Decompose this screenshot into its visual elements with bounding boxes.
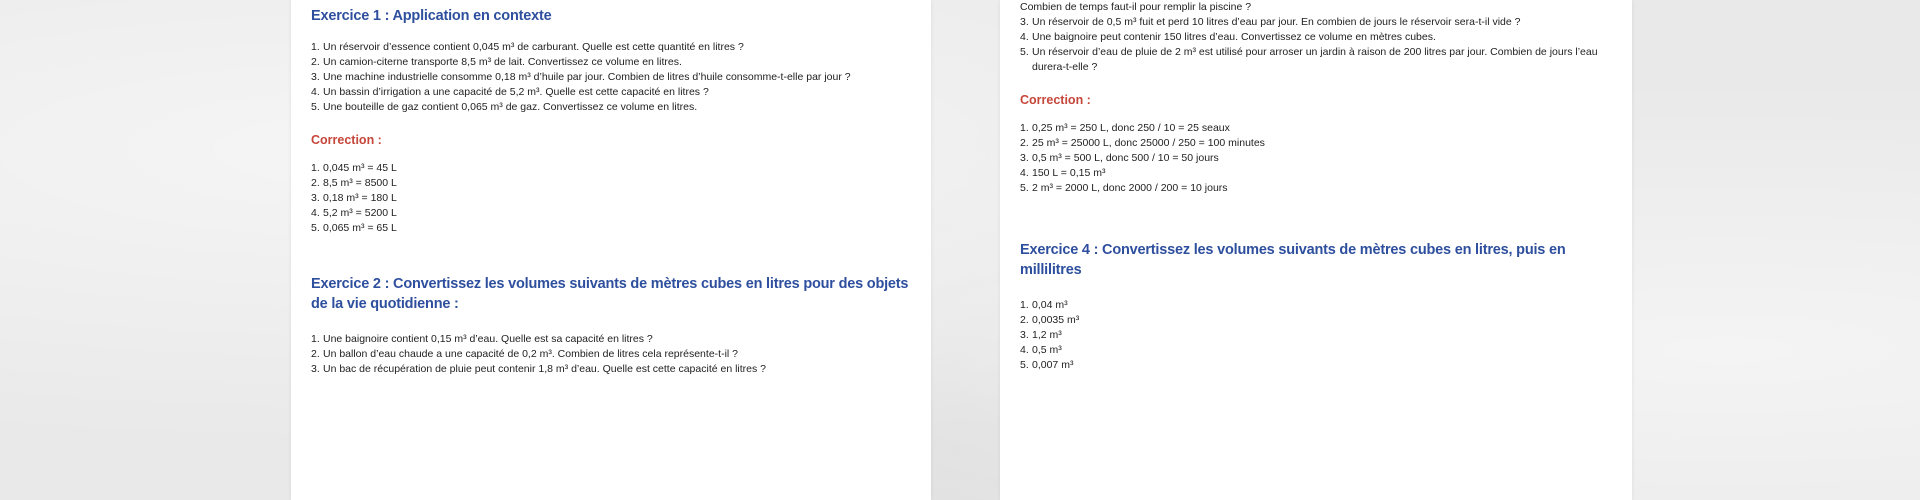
exercise-2-title: Exercice 2 : Convertissez les volumes suivants de mètres cubes en litres pour des objets de la vie quotidienne :	[311, 276, 909, 312]
exercise-3-answers	[1020, 121, 1612, 196]
exercise-2-questions	[311, 332, 911, 377]
exercise-3-question-4: 4. Une baignoire peut contenir 150 litres d’eau. Convertissez ce volume en mètres cubes.	[1020, 31, 1436, 43]
exercise-4-title: Exercice 4 : Convertissez les volumes suivants de mètres cubes en litres, puis en millilitres	[1020, 242, 1566, 278]
exercise-1-answer-4: 4. 5,2 m³ = 5200 L	[311, 207, 397, 219]
exercise-3-correction-title: Correction :	[1020, 93, 1091, 107]
exercise-4-item-5: 5. 0,007 m³	[1020, 359, 1074, 371]
exercise-1-question-5: 5. Une bouteille de gaz contient 0,065 m³ de gaz. Convertissez ce volume en litres.	[311, 101, 698, 113]
exercise-3-questions	[1020, 0, 1612, 75]
document-page-right	[1000, 0, 1632, 500]
exercise-3-answer-1: 1. 0,25 m³ = 250 L, donc 250 / 10 = 25 seaux	[1020, 122, 1230, 134]
exercise-4-item-4: 4. 0,5 m³	[1020, 344, 1062, 356]
exercise-3-question-5: 5. Un réservoir d’eau de pluie de 2 m³ est utilisé pour arroser un jardin à raison de 200 litres par jour. Combien de jours l’eau durera-t-elle ?	[1020, 46, 1598, 73]
exercise-4-items	[1020, 298, 1612, 373]
exercise-2-question-1: 1. Une baignoire contient 0,15 m³ d’eau. Quelle est sa capacité en litres ?	[311, 333, 653, 345]
exercise-4-item-3: 3. 1,2 m³	[1020, 329, 1062, 341]
exercise-1-answer-5: 5. 0,065 m³ = 65 L	[311, 222, 397, 234]
exercise-3-answer-2: 2. 25 m³ = 25000 L, donc 25000 / 250 = 100 minutes	[1020, 137, 1265, 149]
exercise-3-question-3: 3. Un réservoir de 0,5 m³ fuit et perd 10 litres d’eau par jour. En combien de jours le réservoir sera-t-il vide ?	[1020, 16, 1521, 28]
exercise-1-question-3: 3. Une machine industrielle consomme 0,18 m³ d’huile par jour. Combien de litres d’huile consomme-t-elle par jour ?	[311, 71, 851, 83]
exercise-1-question-2: 2. Un camion-citerne transporte 8,5 m³ de lait. Convertissez ce volume en litres.	[311, 56, 682, 68]
exercise-1-answer-3: 3. 0,18 m³ = 180 L	[311, 192, 397, 204]
exercise-1-answer-2: 2. 8,5 m³ = 8500 L	[311, 177, 397, 189]
exercise-1-answers	[311, 161, 911, 236]
exercise-1-question-4: 4. Un bassin d’irrigation a une capacité de 5,2 m³. Quelle est cette capacité en litres ?	[311, 86, 709, 98]
page-right-content	[1020, 0, 1612, 373]
page-left-content	[311, 0, 911, 377]
exercise-1-questions	[311, 40, 911, 115]
exercise-1-title: Exercice 1 : Application en contexte	[311, 8, 552, 24]
exercise-1-correction-title: Correction :	[311, 133, 382, 147]
exercise-1-question-1: 1. Un réservoir d’essence contient 0,045 m³ de carburant. Quelle est cette quantité en litres ?	[311, 41, 744, 53]
exercise-3-answer-5: 5. 2 m³ = 2000 L, donc 2000 / 200 = 10 jours	[1020, 182, 1228, 194]
exercise-3-answer-4: 4. 150 L = 0,15 m³	[1020, 167, 1106, 179]
exercise-2-question-3: 3. Un bac de récupération de pluie peut contenir 1,8 m³ d’eau. Quelle est cette capacité en litres ?	[311, 363, 767, 375]
exercise-1-answer-1: 1. 0,045 m³ = 45 L	[311, 162, 397, 174]
document-page-left	[291, 0, 931, 500]
exercise-2-question-2: 2. Un ballon d’eau chaude a une capacité de 0,2 m³. Combien de litres cela représente-t-il ?	[311, 348, 738, 360]
exercise-4-item-1: 1. 0,04 m³	[1020, 299, 1068, 311]
exercise-4-item-2: 2. 0,0035 m³	[1020, 314, 1080, 326]
exercise-3-question-2-continuation: Combien de temps faut-il pour remplir la piscine ?	[1020, 1, 1252, 13]
exercise-3-answer-3: 3. 0,5 m³ = 500 L, donc 500 / 10 = 50 jours	[1020, 152, 1219, 164]
